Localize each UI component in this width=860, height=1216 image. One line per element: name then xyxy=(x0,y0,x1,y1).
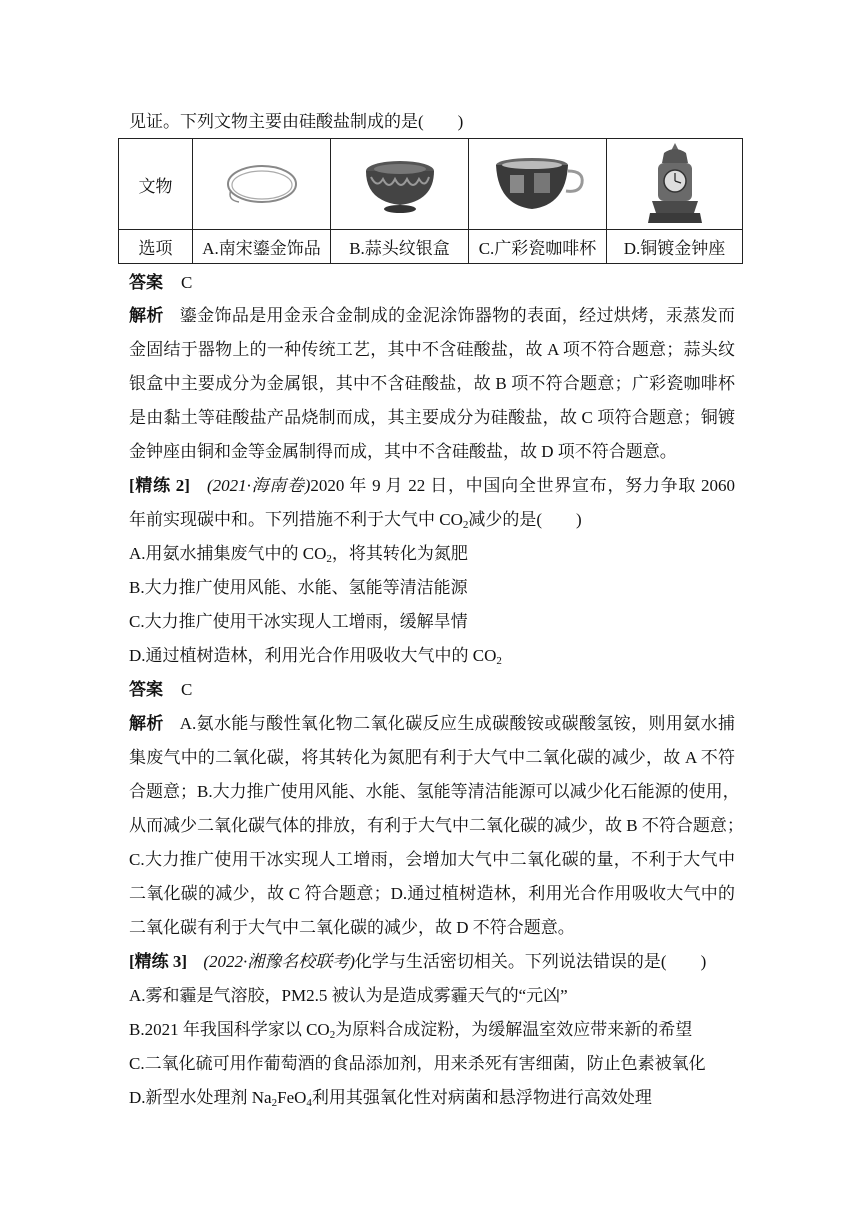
option-b-cell: B.蒜头纹银盒 xyxy=(331,230,469,264)
row-header-relic: 文物 xyxy=(119,139,193,230)
question-1-tail: 见证。下列文物主要由硅酸盐制成的是( ) xyxy=(129,112,464,131)
gold-ornament-chain-icon xyxy=(193,139,331,230)
question-3-option-c: C.二氧化硫可用作葡萄酒的食品添加剂，用来杀死有害细菌，防止色素被氧化 xyxy=(129,1054,706,1073)
porcelain-cup-icon xyxy=(469,139,607,230)
question-2-option-d: D.通过植树造林，利用光合作用吸收大气中的 $CO_2$ xyxy=(129,646,502,667)
answer-label: 答案 xyxy=(129,680,163,699)
row-header-option: 选项 xyxy=(119,230,193,264)
relics-table xyxy=(118,138,743,264)
question-2-tag: [精练 2] xyxy=(129,476,190,495)
option-c-cell: C.广彩瓷咖啡杯 xyxy=(469,230,607,264)
answer-value: C xyxy=(181,680,193,699)
question-2-option-c: C.大力推广使用干冰实现人工增雨，缓解旱情 xyxy=(129,612,468,631)
option-d-cell: D.铜镀金钟座 xyxy=(607,230,743,264)
question-3-source: (2022·湘豫名校联考) xyxy=(203,952,355,971)
analysis-1-line-4: 是由黏土等硅酸盐产品烧制而成，其主要成分为硅酸盐，故 C 项符合题意；铜镀 xyxy=(129,408,735,427)
question-2-option-b: B.大力推广使用风能、水能、氢能等清洁能源 xyxy=(129,578,468,597)
analysis-1-line-5: 金钟座由铜和金等金属制得而成，其中不含硅酸盐，故 D 项不符合题意。 xyxy=(129,442,677,461)
analysis-2-line-5: C.大力推广使用干冰实现人工增雨，会增加大气中二氧化碳的量，不利于大气中 xyxy=(129,850,735,869)
analysis-2-line-2: 集废气中的二氧化碳，将其转化为氮肥有利于大气中二氧化碳的减少，故 A 不符 xyxy=(129,748,735,767)
analysis-1-line-2: 金固结于器物上的一种传统工艺，其中不含硅酸盐，故 A 项不符合题意；蒜头纹 xyxy=(129,340,735,359)
question-3-option-d: D.新型水处理剂 $Na_2FeO_4$利用其强氧化性对病菌和悬浮物进行高效处理 xyxy=(129,1088,652,1109)
silver-box-icon xyxy=(331,139,469,230)
question-2-stem-line-2: 年前实现碳中和。下列措施不利于大气中 $CO_2$减少的是( ) xyxy=(129,510,582,531)
question-2-stem-line-1: [精练 2] (2021·海南卷)2020 年 9 月 22 日，中国向全世界宣布，努力争取 2060 xyxy=(129,476,736,495)
question-3-stem: [精练 3] (2022·湘豫名校联考)化学与生活密切相关。下列说法错误的是( ) xyxy=(129,952,707,971)
analysis-2-line-4: 从而减少二氧化碳气体的排放，有利于大气中二氧化碳的减少，故 B 不符合题意； xyxy=(129,816,744,835)
option-a-cell: A.南宋鎏金饰品 xyxy=(193,230,331,264)
analysis-label: 解析 xyxy=(129,306,164,325)
question-3-option-a: A.雾和霾是气溶胶，PM2.5 被认为是造成雾霾天气的“元凶” xyxy=(129,986,568,1005)
analysis-1-line-1: 解析 鎏金饰品是用金汞合金制成的金泥涂饰器物的表面，经过烘烤，汞蒸发而 xyxy=(129,306,736,325)
answer-2 xyxy=(129,679,192,701)
question-3-option-b: B.2021 年我国科学家以 $CO_2$为原料合成淀粉，为缓解温室效应带来新的希望 xyxy=(129,1020,693,1041)
analysis-label: 解析 xyxy=(129,714,164,733)
analysis-2-line-3: 合题意；B.大力推广使用风能、水能、氢能等清洁能源可以减少化石能源的使用， xyxy=(129,782,740,801)
relics-option-row xyxy=(119,230,743,264)
analysis-2-line-1: 解析 A.氨水能与酸性氧化物二氧化碳反应生成碳酸铵或碳酸氢铵，则用氨水捕 xyxy=(129,714,736,733)
question-2-option-a: A.用氨水捕集废气中的 $CO_2$，将其转化为氮肥 xyxy=(129,544,468,565)
answer-1 xyxy=(129,272,192,294)
answer-value: C xyxy=(181,273,193,292)
gilded-clock-icon xyxy=(607,139,743,230)
relics-image-row xyxy=(119,139,743,230)
analysis-2-line-6: 二氧化碳的减少，故 C 符合题意；D.通过植树造林，利用光合作用吸收大气中的 xyxy=(129,884,735,903)
analysis-2-line-7: 二氧化碳有利于大气中二氧化碳的减少，故 D 不符合题意。 xyxy=(129,918,575,937)
question-2-source: (2021·海南卷) xyxy=(206,476,311,495)
analysis-1-line-3: 银盒中主要成分为金属银，其中不含硅酸盐，故 B 项不符合题意；广彩瓷咖啡杯 xyxy=(129,374,735,393)
question-3-tag: [精练 3] xyxy=(129,952,188,971)
answer-label: 答案 xyxy=(129,273,163,292)
